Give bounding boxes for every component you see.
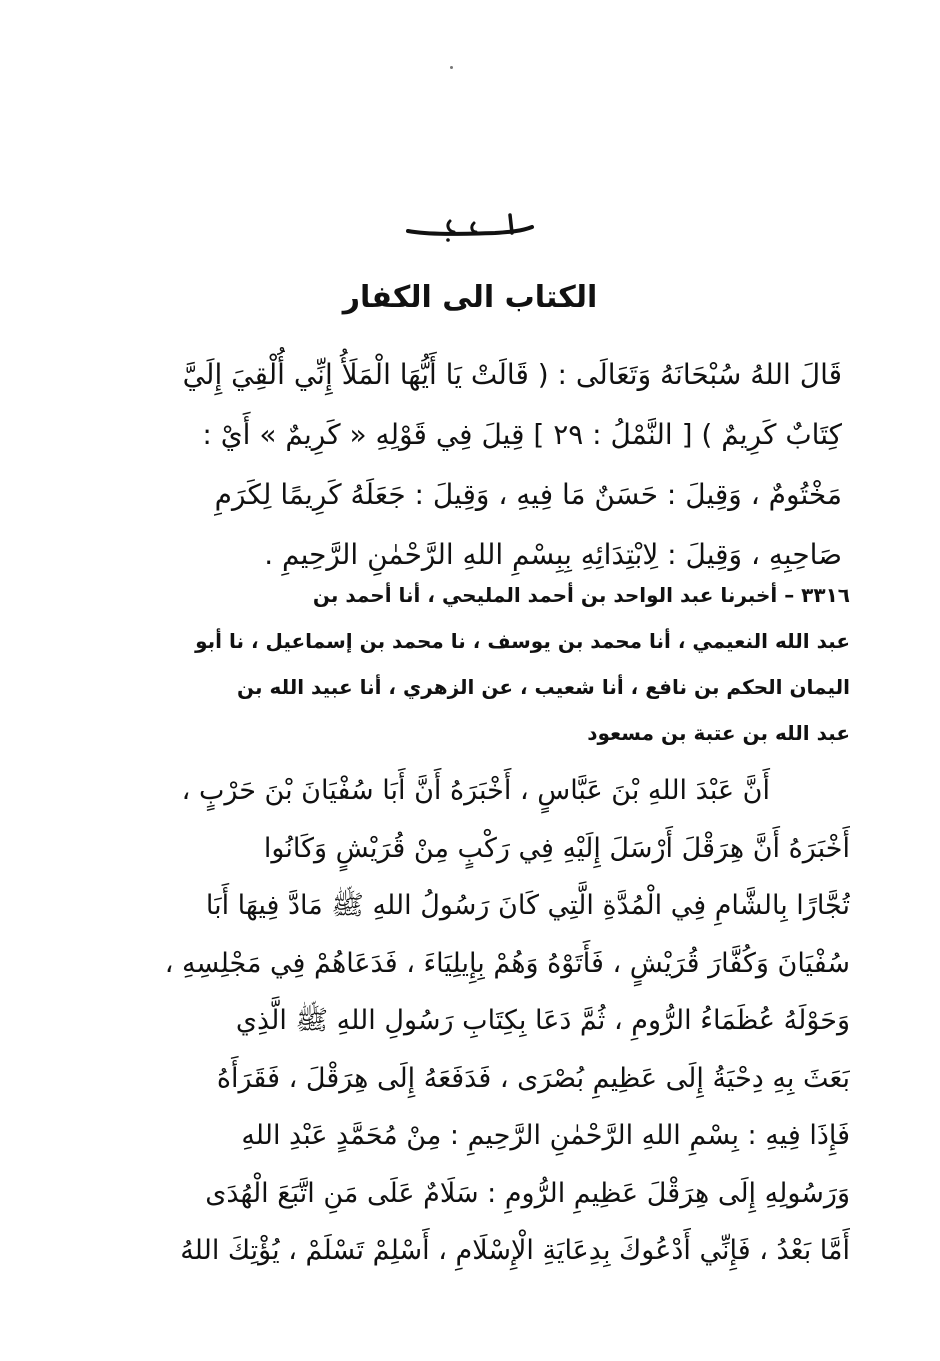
hadith-line: فَإِذَا فِيهِ : بِسْمِ اللهِ الرَّحْمٰنِ الرَّحِيمِ : مِنْ مُحَمَّدٍ عَبْدِ اللهِ: [241, 1120, 850, 1151]
chapter-mark-calligraphy: [400, 205, 540, 245]
isnad-line: اليمان الحكم بن نافع ، أنا شعيب ، عن الزهري ، أنا عبيد الله بن: [236, 675, 850, 699]
isnad-line: عبد الله النعيمي ، أنا محمد بن يوسف ، نا محمد بن إسماعيل ، نا أبو: [195, 629, 850, 653]
hadith-line: بَعَثَ بِهِ دِحْيَةُ إِلَى عَظِيمِ بُصْرَى ، فَدَفَعَهُ إِلَى هِرَقْلَ ، فَقَرَأَهُ: [216, 1062, 850, 1094]
verse-line: صَاحِبِهِ ، وَقِيلَ : لِابْتِدَائِهِ بِبِسْمِ اللهِ الرَّحْمٰنِ الرَّحِيمِ .: [264, 538, 842, 571]
hadith-line: وَرَسُولِهِ إِلَى هِرَقْلَ عَظِيمِ الرُّومِ : سَلَامٌ عَلَى مَنِ اتَّبَعَ الْهُدَى: [205, 1177, 850, 1209]
isnad-paragraph: [118, 572, 850, 756]
hadith-line: سُفْيَانَ وَكُفَّارَ قُرَيْشٍ ، فَأَتَوْهُ وَهُمْ بِإِيلِيَاءَ ، فَدَعَاهُمْ فِي مَجْلِسِهِ ،: [164, 947, 850, 979]
quran-verse-paragraph: [130, 345, 842, 585]
verse-line: مَخْتُومٌ ، وَقِيلَ : حَسَنٌ مَا فِيهِ ، وَقِيلَ : جَعَلَهُ كَرِيمًا لِكَرَمِ: [214, 478, 842, 511]
verse-line: قَالَ اللهُ سُبْحَانَهُ وَتَعَالَى : ( قَالَتْ يَا أَيُّهَا الْمَلَأُ إِنِّي أُلْقِيَ إِلَيَّ: [182, 358, 842, 391]
isnad-line: ٣٣١٦ – أخبرنا عبد الواحد بن أحمد المليحي ، أنا أحمد بن: [312, 583, 850, 607]
chapter-title: الكتاب الى الكفار: [342, 280, 598, 315]
hadith-line: أَنَّ عَبْدَ اللهِ بْنَ عَبَّاسٍ ، أَخْبَرَهُ أَنَّ أَبَا سُفْيَانَ بْنَ حَرْبٍ ،: [181, 775, 770, 806]
hadith-text-paragraph: [110, 762, 850, 1280]
hadith-line: وَحَوْلَهُ عُظَمَاءُ الرُّومِ ، ثُمَّ دَعَا بِكِتَابِ رَسُولِ اللهِ ﷺ الَّذِي: [235, 1005, 850, 1036]
isnad-line: عبد الله بن عتبة بن مسعود: [587, 721, 850, 745]
verse-line: كِتَابٌ كَرِيمٌ ) [ النَّمْلُ : ٢٩ ] قِيلَ فِي قَوْلِهِ « كَرِيمٌ » أَيْ :: [202, 418, 842, 451]
hadith-line: تُجَّارًا بِالشَّامِ فِي الْمُدَّةِ الَّتِي كَانَ رَسُولُ اللهِ ﷺ مَادَّ فِيهَا أَبَا: [205, 890, 850, 921]
page-speck: [450, 66, 453, 69]
hadith-line: أَخْبَرَهُ أَنَّ هِرَقْلَ أَرْسَلَ إِلَيْهِ فِي رَكْبٍ مِنْ قُرَيْشٍ وَكَانُوا: [263, 832, 850, 864]
hadith-line: أَمَّا بَعْدُ ، فَإِنِّي أَدْعُوكَ بِدِعَايَةِ الْإِسْلَامِ ، أَسْلِمْ تَسْلَمْ ، يُؤْتِكَ اللهُ: [180, 1235, 850, 1266]
